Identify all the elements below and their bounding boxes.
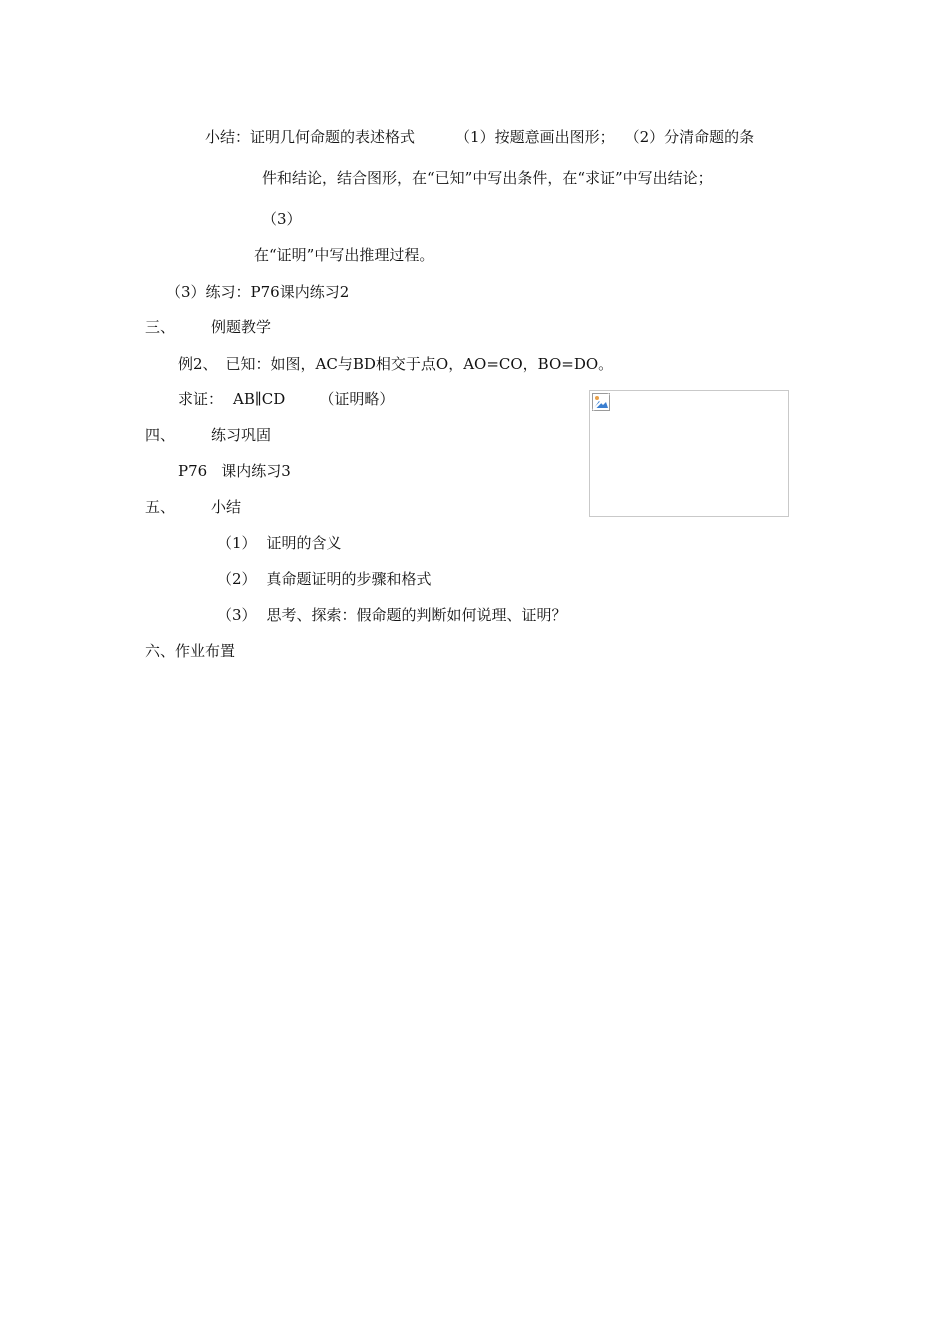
- section-5-number: 五、: [145, 498, 176, 516]
- prove-label: 求证：: [178, 390, 224, 408]
- summary-title: 证明几何命题的表述格式: [250, 128, 416, 146]
- section-3-heading: [145, 317, 271, 337]
- summary-item-text: 思考、探索：假命题的判断如何说理、证明？: [266, 606, 567, 624]
- summary-label: 小结：: [205, 128, 251, 146]
- summary-step-3-text: 在“证明”中写出推理过程。: [254, 246, 435, 264]
- practice-1-text: （3）练习：P76课内练习2: [166, 283, 350, 301]
- section-6-heading: [145, 641, 235, 661]
- prove-note: （证明略）: [319, 390, 395, 408]
- example-2-label: 例2、: [178, 355, 218, 373]
- summary-item-number: （1）: [217, 534, 257, 552]
- section-5-heading: [145, 497, 241, 517]
- summary-item-number: （2）: [217, 570, 257, 588]
- section-4-number: 四、: [145, 426, 176, 444]
- summary-item-3: [217, 605, 567, 625]
- prove-statement: AB∥CD: [233, 390, 286, 408]
- example-2-known: 已知：如图，AC与BD相交于点O，AO=CO，BO=DO。: [225, 355, 614, 373]
- summary-step-3-label: （3）: [262, 210, 302, 228]
- section-3-title: 例题教学: [211, 318, 272, 336]
- section-5-title: 小结: [211, 498, 242, 516]
- summary-item-text: 证明的含义: [266, 534, 342, 552]
- summary-item-text: 真命题证明的步骤和格式: [266, 570, 432, 588]
- section-4-heading: [145, 425, 271, 445]
- summary-line-3: [262, 209, 302, 229]
- prove-line: [178, 389, 394, 409]
- figure-image: [589, 390, 789, 517]
- summary-item-2: [217, 569, 432, 589]
- summary-line-4: [254, 245, 434, 265]
- summary-step-1: （1）按题意画出图形；: [455, 128, 615, 146]
- practice-2-text: 课内练习3: [221, 462, 291, 480]
- section-4-title: 练习巩固: [211, 426, 272, 444]
- broken-image-icon: [592, 393, 610, 411]
- summary-item-number: （3）: [217, 606, 257, 624]
- example-2: [178, 354, 613, 374]
- practice-2: [178, 461, 291, 481]
- summary-step-2-part1: （2）分清命题的条: [624, 128, 755, 146]
- summary-step-2-part2: 件和结论，结合图形，在“已知”中写出条件，在“求证”中写出结论；: [262, 169, 713, 187]
- section-3-number: 三、: [145, 318, 176, 336]
- practice-2-page: P76: [178, 462, 208, 480]
- section-6-title: 六、作业布置: [145, 642, 236, 660]
- summary-item-1: [217, 533, 342, 553]
- summary-line-2: [262, 168, 713, 188]
- practice-1: [166, 282, 349, 302]
- summary-line-1: [205, 127, 754, 147]
